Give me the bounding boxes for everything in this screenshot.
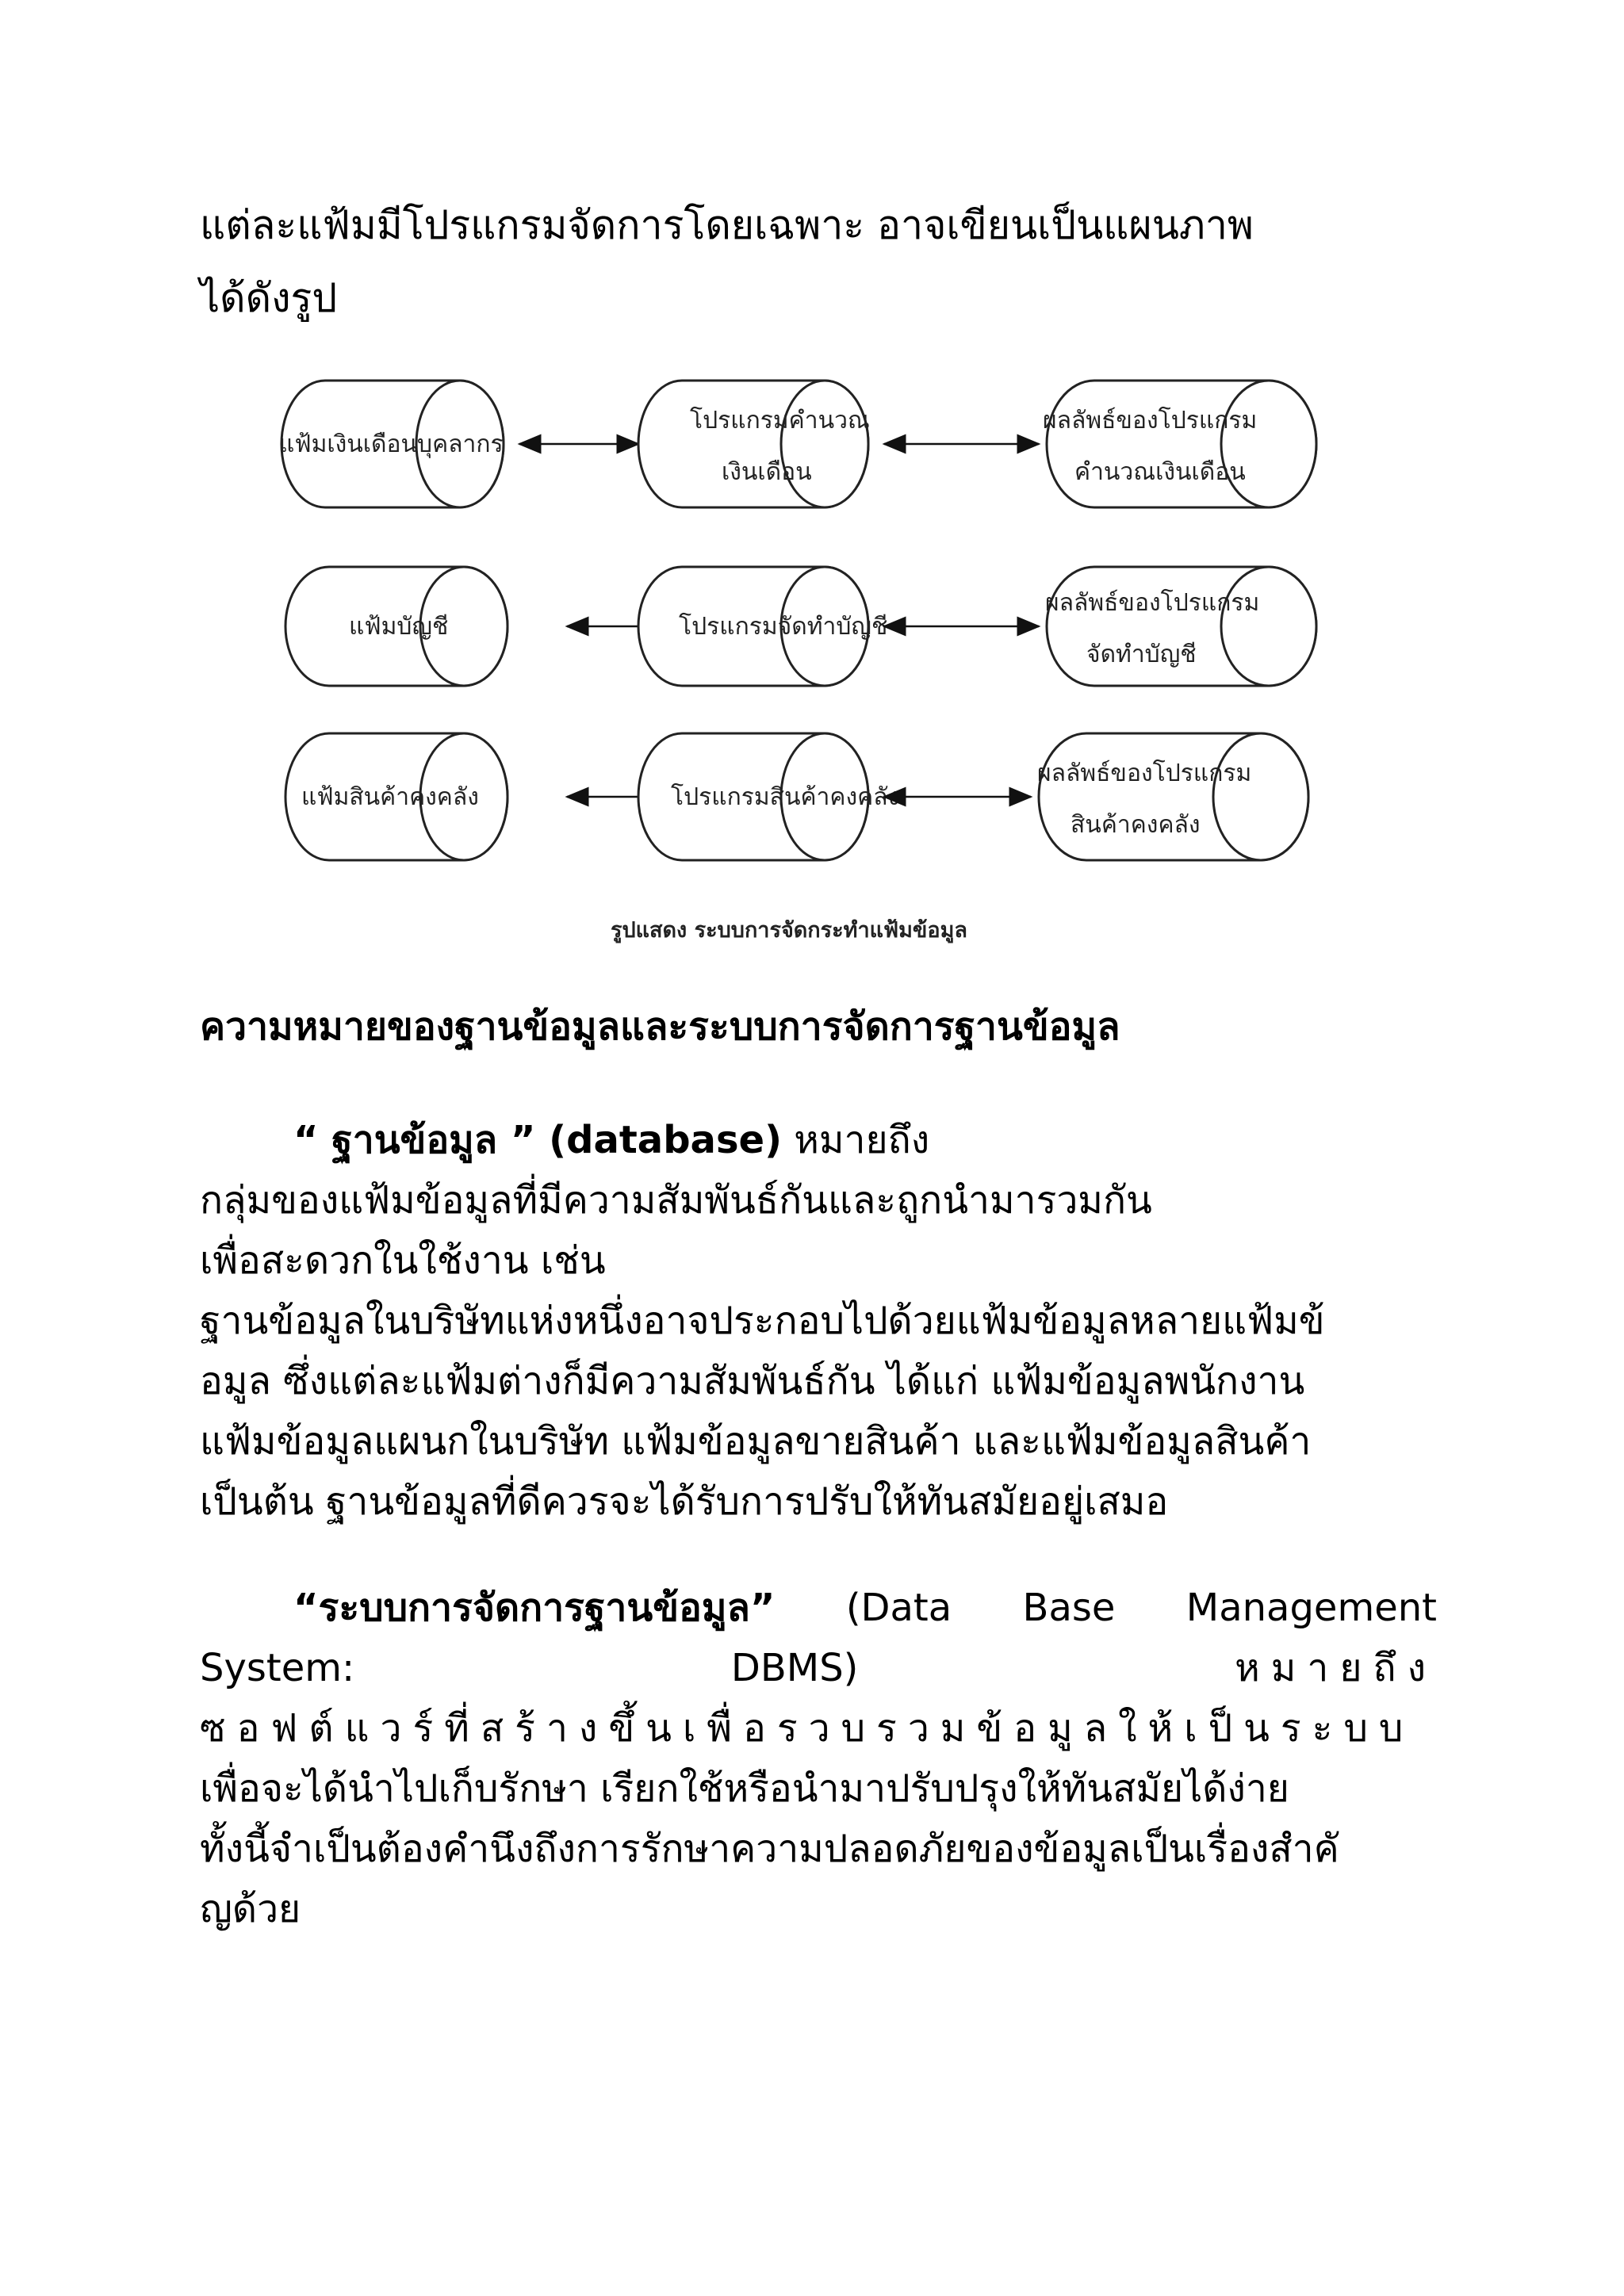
intro-line-2: ได้ดังรูป: [200, 275, 338, 321]
dbms-term-en-1: (Data: [845, 1586, 952, 1630]
database-definition: [200, 1110, 1437, 1532]
file-label-3: แฟ้มสินค้าคงคลัง: [301, 783, 479, 811]
file-label-2: แฟ้มบัญชี: [349, 613, 449, 641]
intro-line-1: แต่ละแฟ้มมีโปรแกรมจัดการโดยเฉพาะ อาจเขียนเป็นแผนภาพ: [200, 202, 1254, 248]
program-label-1a: โปรแกรมคำนวณ: [690, 407, 870, 434]
result-label-1a: ผลลัพธ์ของโปรแกรม: [1043, 407, 1258, 434]
para2-line-3: ซอฟต์แวร์ที่สร้างขึ้นเพื่อรวบรวมข้อมูลให้เป็นระบบ: [200, 1706, 1415, 1751]
cylinder-file-1: [279, 381, 504, 507]
cylinder-program-3: [638, 733, 899, 860]
dbms-definition: [200, 1578, 1437, 1939]
cylinder-program-2: [638, 567, 887, 686]
para1-line-5: แฟ้มข้อมูลแผนกในบริษัท แฟ้มข้อมูลขายสินค้า และแฟ้มข้อมูลสินค้า: [200, 1419, 1312, 1464]
dbms-means: หมายถึง: [1235, 1646, 1437, 1690]
cylinder-program-1: [638, 381, 870, 507]
program-label-2: โปรแกรมจัดทำบัญชี: [679, 613, 888, 641]
result-label-3a: ผลลัพธ์ของโปรแกรม: [1037, 760, 1252, 787]
diagram-row-3: [285, 733, 1308, 860]
database-term: “ ฐานข้อมูล ” (database): [293, 1118, 783, 1162]
para1-line-6: เป็นต้น ฐานข้อมูลที่ดีควรจะได้รับการปรับให้ทันสมัยอยู่เสมอ: [200, 1479, 1169, 1524]
definition-first-line: [200, 1110, 1437, 1170]
para2-row-2: [200, 1638, 1437, 1698]
result-label-3b: สินค้าคงคลัง: [1071, 811, 1201, 839]
file-processing-diagram: [270, 373, 1380, 959]
cylinder-file-2: [285, 567, 508, 686]
dbms-term-en-5: DBMS): [730, 1646, 859, 1690]
cylinder-file-3: [285, 733, 508, 860]
program-label-1b: เงินเดือน: [722, 458, 812, 486]
para1-line-3: ฐานข้อมูลในบริษัทแห่งหนึ่งอาจประกอบไปด้วยแฟ้มข้อมูลหลายแฟ้มข้: [200, 1299, 1325, 1343]
diagram-row-2: [285, 567, 1316, 686]
para1-line-4: อมูล ซึ่งแต่ละแฟ้มต่างก็มีความสัมพันธ์กัน ได้แก่ แฟ้มข้อมูลพนักงาน: [200, 1359, 1305, 1403]
para2-row-1: [200, 1578, 1437, 1638]
dbms-term-en-4: System:: [200, 1646, 355, 1690]
diagram-svg: [270, 373, 1380, 959]
cylinder-result-3: [1037, 733, 1308, 860]
cylinder-result-1: [1043, 381, 1316, 507]
section-heading: ความหมายของฐานข้อมูลและระบบการจัดการฐานข้อมูล: [200, 1004, 1120, 1049]
intro-paragraph: [200, 189, 1437, 335]
file-label-1: แฟ้มเงินเดือนบุคลากร: [279, 430, 504, 458]
para2-line-5: ทั้งนี้จำเป็นต้องคำนึงถึงการรักษาความปลอดภัยของข้อมูลเป็นเรื่องสำคั: [200, 1827, 1339, 1871]
caption-prefix: รูปแสดง: [611, 918, 688, 943]
result-label-2b: จัดทำบัญชี: [1086, 641, 1197, 668]
para2-line-4: เพื่อจะได้นำไปเก็บรักษา เรียกใช้หรือนำมาปรับปรุงให้ทันสมัยได้ง่าย: [200, 1766, 1289, 1811]
caption-bold: ระบบการจัดกระทำแฟ้มข้อมูล: [694, 918, 967, 943]
para2-line-6: ญด้วย: [200, 1887, 301, 1931]
dbms-term: “ระบบการจัดการฐานข้อมูล”: [293, 1586, 776, 1630]
dbms-term-en-3: Management: [1185, 1586, 1437, 1630]
program-label-3: โปรแกรมสินค้าคงคลัง: [671, 783, 900, 811]
para1-line-1: กลุ่มของแฟ้มข้อมูลที่มีความสัมพันธ์กันและถูกนำมารวมกัน: [200, 1178, 1152, 1223]
dbms-term-en-2: Base: [1022, 1586, 1116, 1630]
cylinder-result-2: [1045, 567, 1316, 686]
result-label-1b: คำนวณเงินเดือน: [1074, 458, 1246, 486]
result-label-2a: ผลลัพธ์ของโปรแกรม: [1045, 589, 1260, 617]
database-term-after: หมายถึง: [782, 1118, 930, 1162]
para1-line-2: เพื่อสะดวกในใช้งาน เช่น: [200, 1238, 606, 1283]
diagram-caption: [611, 918, 967, 943]
diagram-row-1: [279, 381, 1316, 507]
